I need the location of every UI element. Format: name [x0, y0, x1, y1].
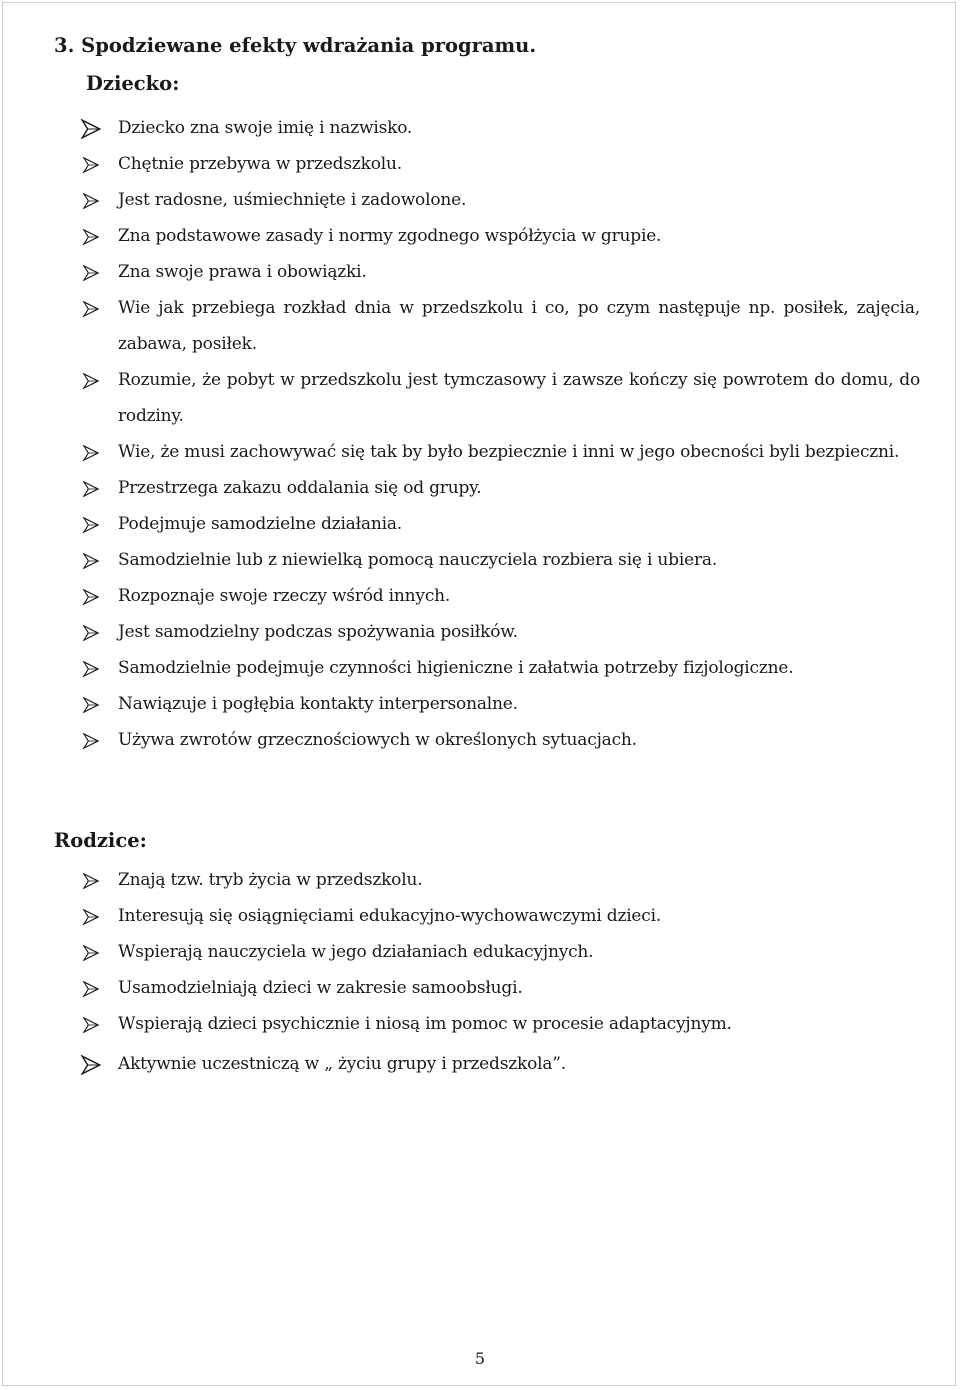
list-item-text: Wie jak przebiega rozkład dnia w przedszkolu i co, po czym następuje np. posiłek, zajęcia, zabawa, posiłek. [118, 298, 920, 354]
arrowhead-bullet-icon [82, 517, 100, 533]
arrowhead-bullet-icon [82, 625, 100, 641]
parent-outcomes-list [80, 862, 920, 1082]
list-item [80, 506, 920, 542]
list-item-text: Samodzielnie podejmuje czynności higieniczne i załatwia potrzeby fizjologiczne. [118, 658, 794, 678]
list-item [80, 1006, 920, 1042]
list-item [80, 110, 920, 146]
list-item [80, 434, 920, 470]
list-item [80, 362, 920, 434]
list-item [80, 898, 920, 934]
arrowhead-bullet-icon [82, 481, 100, 497]
arrowhead-bullet-icon [80, 1055, 102, 1075]
list-item-text: Zna swoje prawa i obowiązki. [118, 262, 367, 282]
list-item-text: Nawiązuje i pogłębia kontakty interpersonalne. [118, 694, 518, 714]
arrowhead-bullet-icon [82, 733, 100, 749]
list-item [80, 970, 920, 1006]
list-item-text: Wspierają nauczyciela w jego działaniach edukacyjnych. [118, 942, 594, 962]
list-item [80, 862, 920, 898]
list-item-text: Aktywnie uczestniczą w „ życiu grupy i przedszkola”. [118, 1054, 566, 1074]
arrowhead-bullet-icon [82, 945, 100, 961]
list-item-text: Przestrzega zakazu oddalania się od grupy. [118, 478, 482, 498]
page-number: 5 [474, 1349, 486, 1368]
arrowhead-bullet-icon [80, 119, 102, 139]
arrowhead-bullet-icon [82, 301, 100, 317]
list-item [80, 470, 920, 506]
list-item-text: Jest radosne, uśmiechnięte i zadowolone. [118, 190, 467, 210]
arrowhead-bullet-icon [82, 373, 100, 389]
child-outcomes-list [80, 110, 920, 758]
list-item-text: Rozpoznaje swoje rzeczy wśród innych. [118, 586, 451, 606]
list-item [80, 542, 920, 578]
arrowhead-bullet-icon [82, 697, 100, 713]
list-item [80, 686, 920, 722]
arrowhead-bullet-icon [82, 873, 100, 889]
list-item [80, 182, 920, 218]
section-heading: 3. Spodziewane efekty wdrażania programu. [54, 34, 537, 57]
list-item-text: Usamodzielniają dzieci w zakresie samoobsługi. [118, 978, 523, 998]
list-item-text: Wspierają dzieci psychicznie i niosą im pomoc w procesie adaptacyjnym. [118, 1014, 732, 1034]
arrowhead-bullet-icon [82, 589, 100, 605]
arrowhead-bullet-icon [82, 229, 100, 245]
child-section-title: Dziecko: [86, 72, 180, 95]
list-item [80, 218, 920, 254]
arrowhead-bullet-icon [82, 265, 100, 281]
arrowhead-bullet-icon [82, 157, 100, 173]
arrowhead-bullet-icon [82, 193, 100, 209]
arrowhead-bullet-icon [82, 661, 100, 677]
list-item-text: Interesują się osiągnięciami edukacyjno-wychowawczymi dzieci. [118, 906, 662, 926]
list-item [80, 934, 920, 970]
arrowhead-bullet-icon [82, 445, 100, 461]
list-item-text: Wie, że musi zachowywać się tak by było bezpiecznie i inni w jego obecności byli bezpieczni. [118, 442, 900, 462]
list-item [80, 290, 920, 362]
list-item [80, 650, 920, 686]
list-item-text: Samodzielnie lub z niewielką pomocą nauczyciela rozbiera się i ubiera. [118, 550, 718, 570]
list-item [80, 614, 920, 650]
list-item [80, 578, 920, 614]
arrowhead-bullet-icon [82, 1017, 100, 1033]
parents-section-title: Rodzice: [54, 829, 147, 852]
list-item-text: Używa zwrotów grzecznościowych w określonych sytuacjach. [118, 730, 637, 750]
list-item-text: Chętnie przebywa w przedszkolu. [118, 154, 402, 174]
list-item-text: Rozumie, że pobyt w przedszkolu jest tymczasowy i zawsze kończy się powrotem do domu, do rodziny. [118, 370, 920, 426]
list-item-text: Znają tzw. tryb życia w przedszkolu. [118, 870, 423, 890]
list-item-text: Zna podstawowe zasady i normy zgodnego współżycia w grupie. [118, 226, 662, 246]
list-item [80, 1046, 920, 1082]
arrowhead-bullet-icon [82, 909, 100, 925]
arrowhead-bullet-icon [82, 553, 100, 569]
arrowhead-bullet-icon [82, 981, 100, 997]
list-item [80, 722, 920, 758]
list-item [80, 254, 920, 290]
list-item [80, 146, 920, 182]
list-item-text: Podejmuje samodzielne działania. [118, 514, 402, 534]
list-item-text: Dziecko zna swoje imię i nazwisko. [118, 118, 413, 138]
list-item-text: Jest samodzielny podczas spożywania posiłków. [118, 622, 518, 642]
